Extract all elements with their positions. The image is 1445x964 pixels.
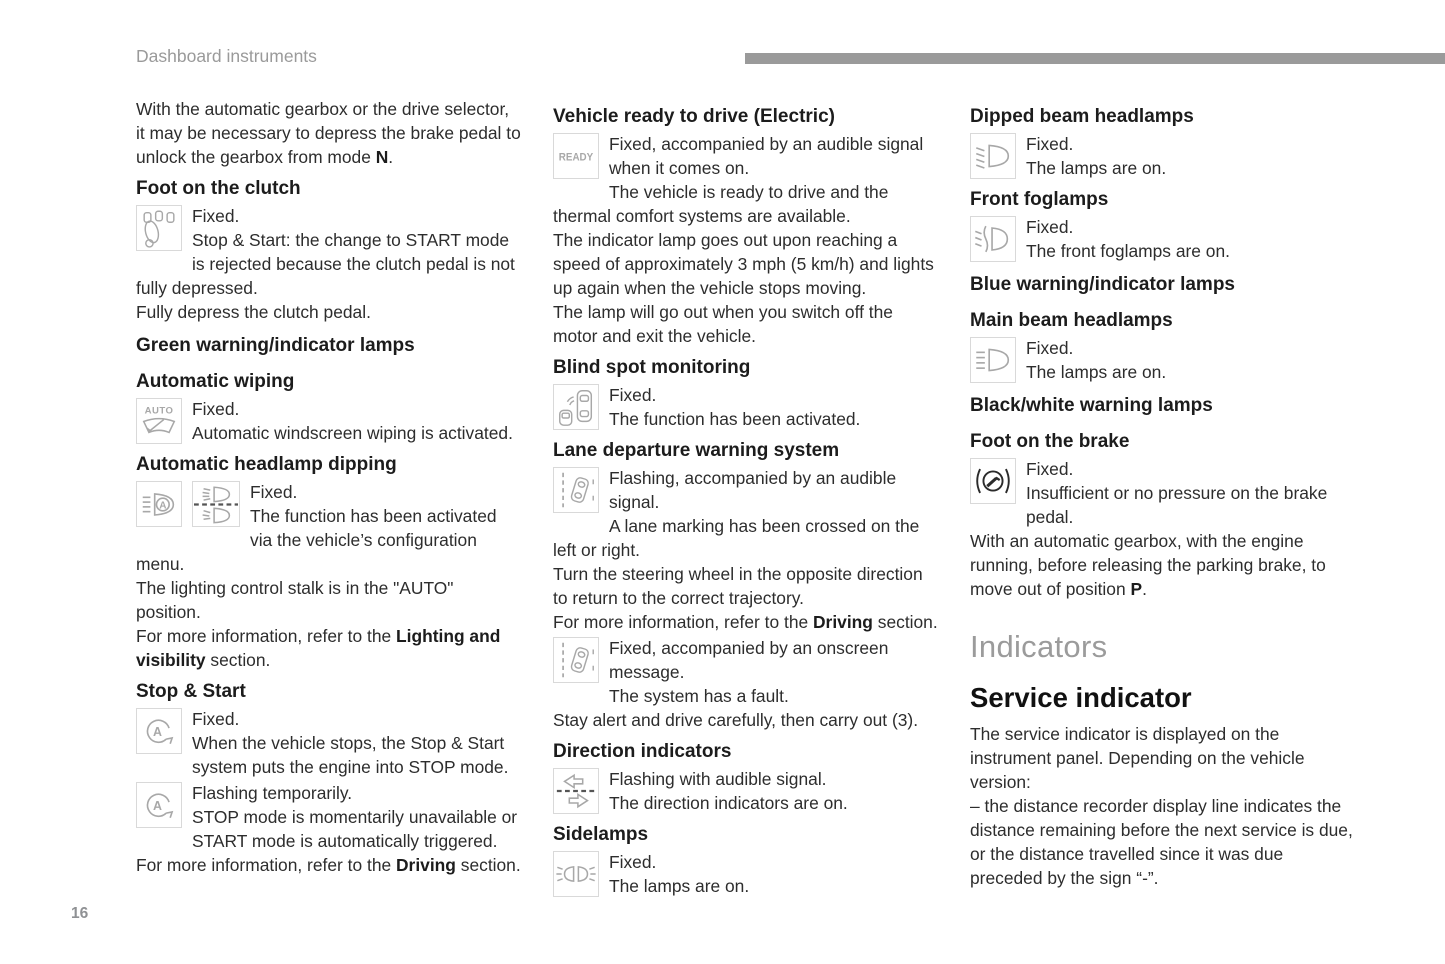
headlamp-auto-beams-icon [192,481,240,527]
paragraph: – the distance recorder display line indicates the distance remaining before the next service is due, or the distance travelled since it was due preceded by the sign “-”. [970,796,1353,888]
indicator-caption: Flashing, accompanied by an audible signal. [609,468,897,512]
svg-text:READY: READY [558,151,594,164]
indicator-caption: Fixed, accompanied by an onscreen message. [609,638,889,682]
dipped-beam-icon [970,133,1016,179]
indicator-row [970,336,1353,384]
svg-text:AUTO: AUTO [144,405,174,417]
indicator-row [136,204,522,300]
indicator-caption: When the vehicle stops, the Stop & Start system puts the engine into STOP mode. [192,733,509,777]
svg-text:A: A [153,798,163,813]
indicator-row [970,215,1353,263]
subchapter-heading: Service indicator [970,682,1192,713]
lane-departure-icon [553,637,599,683]
indicator-row [553,767,939,815]
indicator-caption: Fixed. [1026,217,1074,237]
clutch-pedal-icon [136,205,182,251]
sidelamps-icon [553,851,599,897]
column-3 [970,97,1353,899]
paragraph: For more information, refer to the Lighting and visibility section. [136,626,501,670]
foot-brake-icon [970,458,1016,504]
header-rule-bar [745,53,1445,64]
paragraph: Fully depress the clutch pedal. [136,302,371,322]
indicator-row [553,466,939,514]
indicator-row [136,707,522,779]
indicator-caption: Fixed, accompanied by an audible signal when it comes on. [609,134,924,178]
front-foglamp-icon [970,216,1016,262]
indicator-row [553,132,939,180]
indicator-caption: The front foglamps are on. [1026,241,1230,261]
indicator-caption: Fixed. [192,206,240,226]
lane-departure-icon [553,467,599,513]
column-2 [553,97,939,899]
paragraph: Stay alert and drive carefully, then carry out (3). [553,710,919,730]
column-1 [136,97,522,899]
section-heading: Main beam headlamps [970,310,1173,331]
paragraph: A lane marking has been crossed on the left or right. [553,516,920,560]
section-heading: Blind spot monitoring [553,357,751,378]
indicator-caption: Fixed. [1026,134,1074,154]
section-heading: Direction indicators [553,741,732,762]
indicator-caption: Flashing temporarily. [192,783,353,803]
stop-start-icon [136,782,182,828]
indicator-caption: Fixed. [1026,338,1074,358]
paragraph: With an automatic gearbox, with the engine running, before releasing the parking brake, to move out of position P. [970,531,1326,599]
section-heading: Stop & Start [136,681,246,702]
section-heading: Foot on the clutch [136,178,301,199]
indicator-row [553,850,939,898]
indicator-caption: STOP mode is momentarily unavailable or START mode is automatically triggered. [192,807,518,851]
indicator-caption: Fixed. [192,709,240,729]
indicator-caption: Fixed. [1026,459,1074,479]
blind-spot-icon [553,384,599,430]
content-columns [136,97,1353,899]
indicator-caption: Fixed. [250,482,298,502]
indicator-caption: The direction indicators are on. [609,793,848,813]
indicator-row [553,636,939,684]
direction-indicators-icon [553,768,599,814]
section-heading: Automatic wiping [136,371,295,392]
indicator-row [970,457,1353,529]
paragraph: For more information, refer to the Driving section. [136,855,521,875]
paragraph: The system has a fault. [609,686,789,706]
indicator-caption: The lamps are on. [1026,362,1167,382]
main-beam-icon [970,337,1016,383]
indicator-caption: Automatic windscreen wiping is activated. [192,423,513,443]
indicator-caption: The lamps are on. [1026,158,1167,178]
indicator-caption: Insufficient or no pressure on the brake pedal. [1026,483,1328,527]
indicator-row [136,397,522,445]
paragraph: The lighting control stalk is in the "AUTO" position. [136,578,454,622]
group-heading: Black/white warning lamps [970,395,1213,416]
indicator-caption: Fixed. [192,399,240,419]
stop-start-icon [136,708,182,754]
headlamp-auto-a-icon [136,481,182,527]
section-heading: Foot on the brake [970,431,1130,452]
indicator-row [136,781,522,853]
paragraph: For more information, refer to the Driving section. [553,612,938,632]
section-heading: Lane departure warning system [553,440,840,461]
page-number: 16 [71,905,89,922]
svg-text:A: A [159,500,167,512]
paragraph: With the automatic gearbox or the drive selector, it may be necessary to depress the brake pedal to unlock the gearbox from mode N. [136,99,521,167]
indicator-caption: Stop & Start: the change to START mode is rejected because the clutch pedal is not fully depressed. [136,230,515,298]
ready-icon [553,133,599,179]
group-heading: Green warning/indicator lamps [136,335,415,356]
indicator-caption: Fixed. [609,385,657,405]
section-heading: Vehicle ready to drive (Electric) [553,106,835,127]
paragraph: The lamp will go out when you switch off the motor and exit the vehicle. [553,302,893,346]
indicator-row [970,132,1353,180]
indicator-caption: The function has been activated via the vehicle’s configuration menu. [136,506,497,574]
indicator-caption: The function has been activated. [609,409,861,429]
paragraph: The vehicle is ready to drive and the thermal comfort systems are available. [553,182,889,226]
indicator-row [553,383,939,431]
indicator-row [136,480,522,576]
indicator-caption: Fixed. [609,852,657,872]
section-heading: Sidelamps [553,824,649,845]
indicator-caption: The lamps are on. [609,876,750,896]
paragraph: The service indicator is displayed on the instrument panel. Depending on the vehicle version: [970,724,1305,792]
auto-wiper-icon [136,398,182,444]
section-heading: Front foglamps [970,189,1109,210]
chapter-heading: Indicators [970,629,1108,664]
section-heading: Dipped beam headlamps [970,106,1194,127]
group-heading: Blue warning/indicator lamps [970,274,1235,295]
section-heading: Automatic headlamp dipping [136,454,397,475]
paragraph: Turn the steering wheel in the opposite direction to return to the correct trajectory. [553,564,923,608]
page-title: Dashboard instruments [136,46,317,66]
paragraph: The indicator lamp goes out upon reaching a speed of approximately 3 mph (5 km/h) and lights up again when the vehicle stops moving. [553,230,934,298]
svg-text:A: A [153,724,163,739]
indicator-caption: Flashing with audible signal. [609,769,827,789]
